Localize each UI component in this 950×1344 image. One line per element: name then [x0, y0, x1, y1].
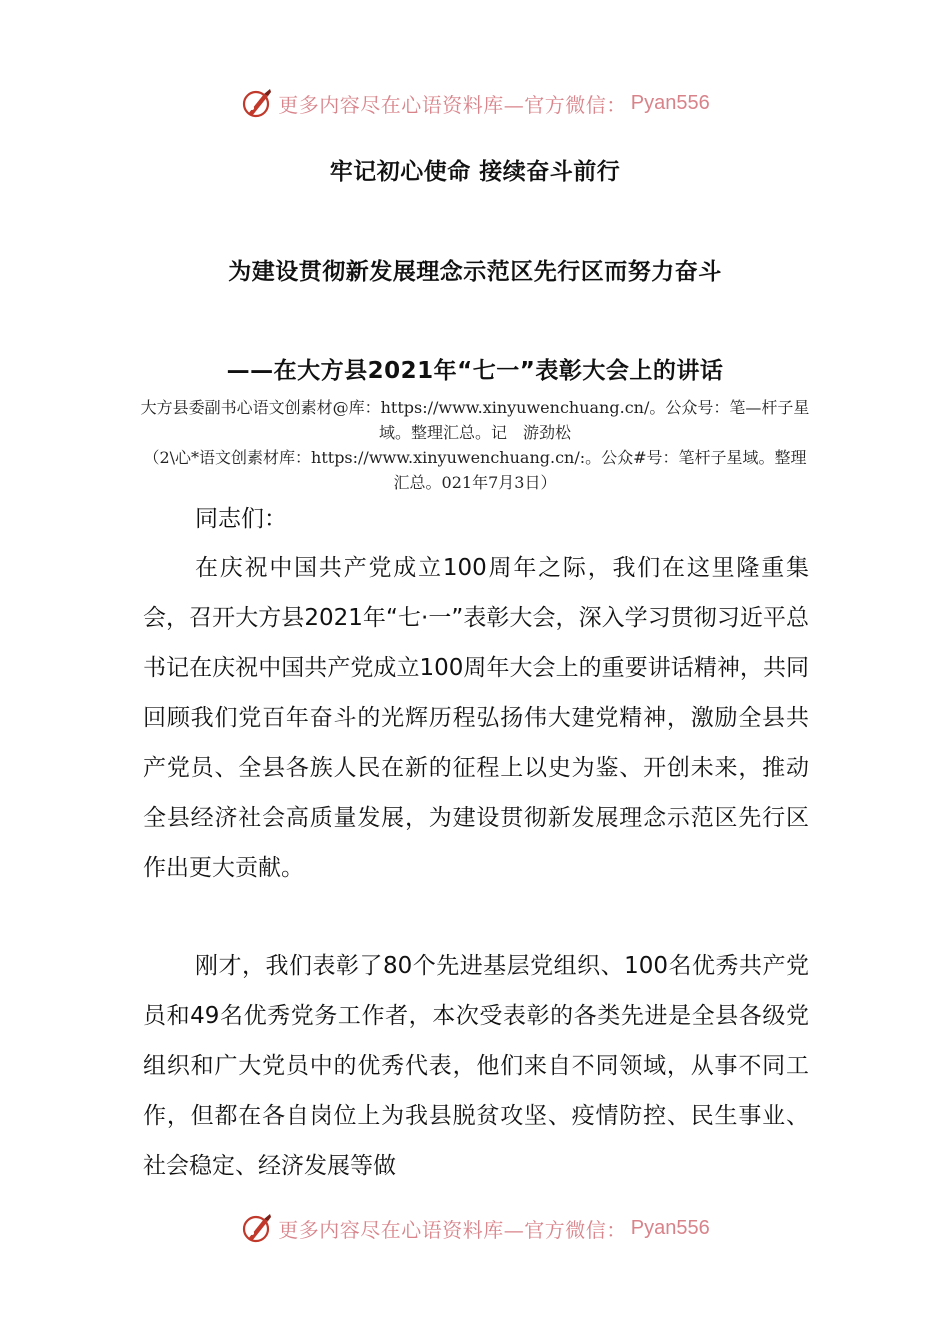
footer-banner: [0, 1208, 950, 1248]
document-speech-caption: ——在大方县2021年“七一”表彰大会上的讲话: [226, 358, 724, 384]
banner-wechat-id: Pyan556: [630, 91, 710, 114]
banner-text: 更多内容尽在心语资料库—官方微信：: [278, 92, 627, 117]
document-title: 牢记初心使命 接续奋斗前行: [329, 159, 621, 185]
header-banner: [0, 83, 950, 123]
banner-wechat-id: Pyan556: [630, 1216, 710, 1239]
document-subtitle: 为建设贯彻新发展理念示范区先行区而努力奋斗: [228, 259, 722, 285]
banner-text: 更多内容尽在心语资料库—官方微信：: [278, 1217, 627, 1242]
body-paragraph-2: 刚才，我们表彰了80个先进基层党组织、100名优秀共产党员和49名优秀党务工作者，本次受表彰的各类先进是全县各级党组织和广大党员中的优秀代表，他们来自不同领域，从事不同工作，但都在各自岗位上为我县脱贫攻坚、疫情防控、民生事业、社会稳定、经济发展等做: [143, 953, 809, 1179]
salutation: 同志们：: [195, 506, 287, 532]
body-paragraph-1: 在庆祝中国共产党成立100周年之际，我们在这里隆重集会，召开大方县2021年“七·一”表彰大会，深入学习贯彻习近平总书记在庆祝中国共产党成立100周年大会上的重要讲话精神，共同回顾我们党百年奋斗的光辉历程弘扬伟大建党精神，激励全县共产党员、全县各族人民在新的征程上以史为鉴、开创未来，推动全县经济社会高质量发展，为建设贯彻新发展理念示范区先行区作出更大贡献。: [143, 555, 809, 881]
date-byline: （2\心*语文创素材库：https://www.xinyuwenchuang.cn/:。公众#号：笔杆子星域。整理汇总。021年7月3日）: [143, 448, 807, 492]
pen-logo-icon: [240, 1211, 274, 1245]
author-byline: 大方县委副书心语文创素材@库：https://www.xinyuwenchuang.cn/。公众号：笔—杆子星域。整理汇总。记 游劲松: [140, 398, 810, 442]
pen-logo-icon: [240, 86, 274, 120]
